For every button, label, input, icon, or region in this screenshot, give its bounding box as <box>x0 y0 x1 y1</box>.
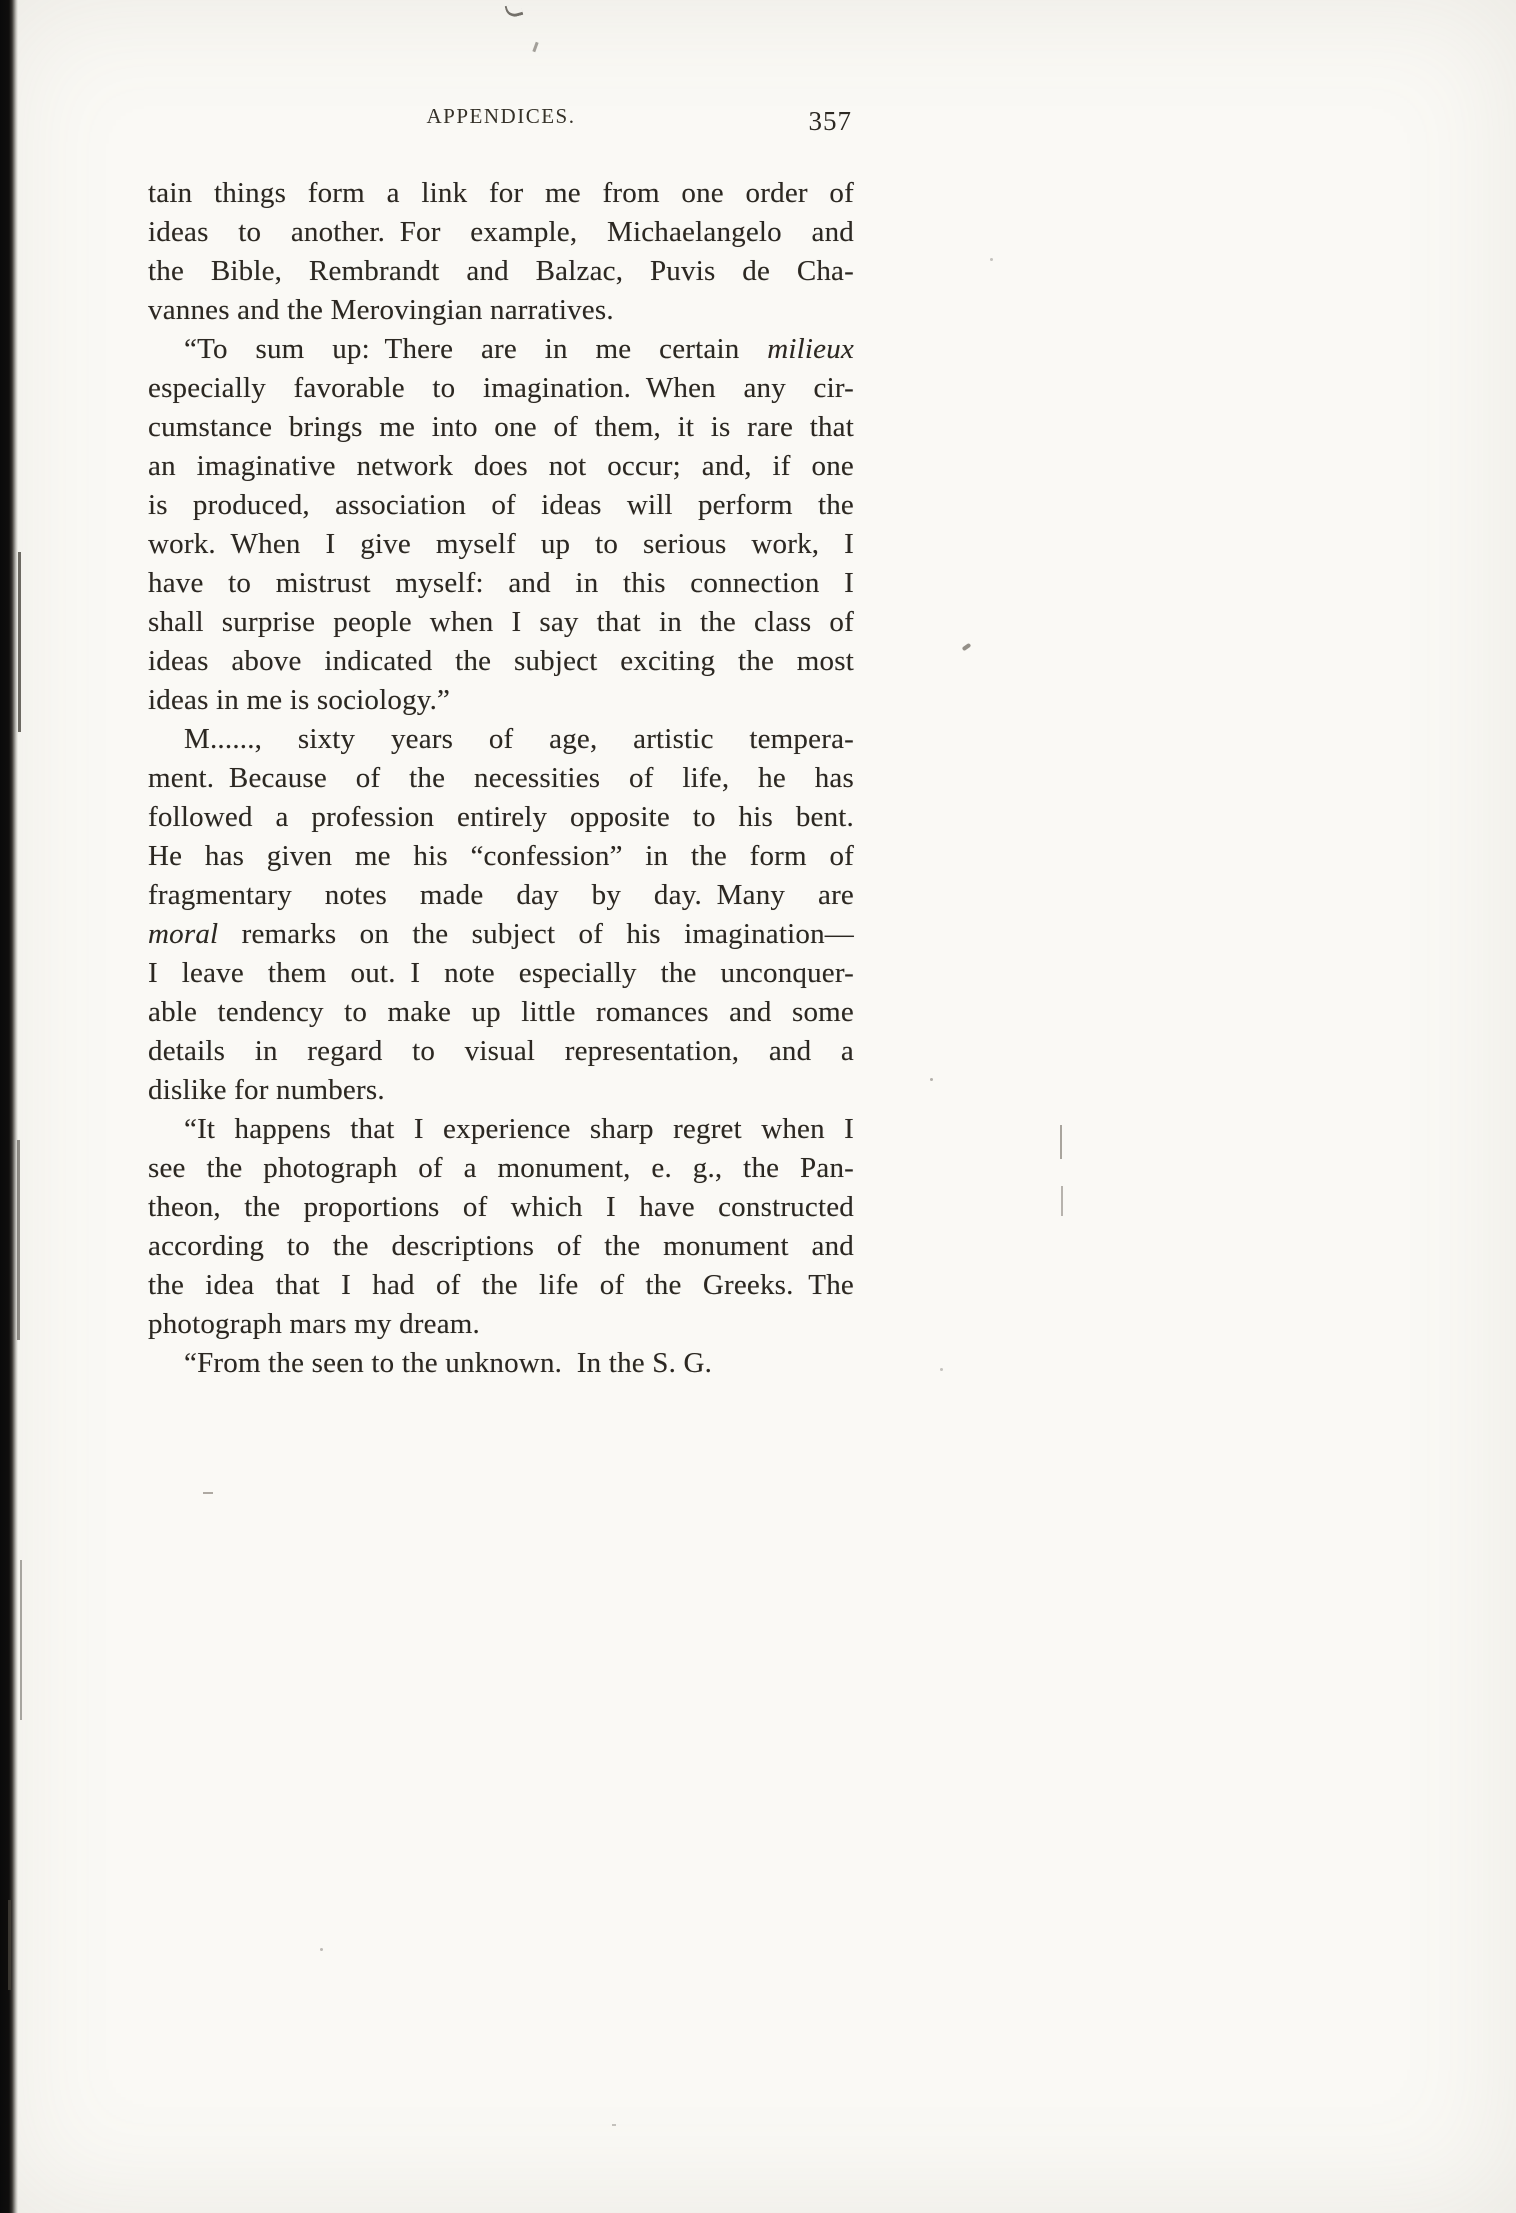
body-text: vannes and the Merovingian narratives. <box>148 294 614 326</box>
text-line <box>148 213 854 252</box>
body-text: according to the descriptions of the monument and <box>148 1230 854 1262</box>
text-line <box>148 642 854 681</box>
text-line <box>148 603 854 642</box>
page-content <box>148 104 854 1383</box>
body-text: tain things form a link for me from one order of <box>148 177 854 209</box>
body-text: especially favorable to imagination. When any cir- <box>148 372 854 404</box>
body-text: dislike for numbers. <box>148 1074 385 1106</box>
scan-artifact <box>990 258 993 261</box>
body-text: I leave them out. I note especially the unconquer- <box>148 957 854 989</box>
text-line <box>148 486 854 525</box>
text-line <box>148 330 854 369</box>
scan-artifact <box>20 1560 22 1720</box>
body-text: shall surprise people when I say that in the class of <box>148 606 854 638</box>
body-text: the Bible, Rembrandt and Balzac, Puvis de Cha- <box>148 255 854 287</box>
text-line <box>148 174 854 213</box>
text-line <box>148 369 854 408</box>
text-line <box>148 1266 854 1305</box>
italic-text: milieux <box>767 333 854 365</box>
scan-artifact <box>17 1140 20 1340</box>
body-text: “To sum up: There are in me certain <box>184 333 768 365</box>
text-line <box>148 876 854 915</box>
body-text: ment. Because of the necessities of life, he has <box>148 762 854 794</box>
text-line <box>148 1344 854 1383</box>
body-text: cumstance brings me into one of them, it is rare that <box>148 411 854 443</box>
text-line <box>148 954 854 993</box>
text-line <box>148 1227 854 1266</box>
scan-artifact <box>940 1368 943 1371</box>
body-text: work. When I give myself up to serious work, I <box>148 528 854 560</box>
text-line <box>148 1149 854 1188</box>
text-line <box>148 993 854 1032</box>
running-head: APPENDICES. <box>426 104 576 128</box>
scan-artifact <box>1061 1186 1063 1216</box>
body-text: the idea that I had of the life of the Greeks. The <box>148 1269 854 1301</box>
text-line <box>148 1110 854 1149</box>
body-text: have to mistrust myself: and in this connection I <box>148 567 854 599</box>
scan-artifact <box>505 2 524 19</box>
body-text: photograph mars my dream. <box>148 1308 480 1340</box>
scan-artifact <box>930 1078 933 1081</box>
body-text: remarks on the subject of his imagination— <box>218 918 854 950</box>
body-text: M......, sixty years of age, artistic tempera- <box>184 723 854 755</box>
scan-artifact <box>1060 1125 1062 1159</box>
italic-text: moral <box>148 918 219 950</box>
text-block <box>148 174 854 1383</box>
page-number: 357 <box>808 106 852 136</box>
text-line <box>148 447 854 486</box>
text-line <box>148 759 854 798</box>
body-text: “It happens that I experience sharp regret when I <box>184 1113 854 1145</box>
text-line <box>148 720 854 759</box>
paragraph <box>148 174 854 330</box>
body-text: see the photograph of a monument, e. g., the Pan- <box>148 1152 854 1184</box>
text-line <box>148 525 854 564</box>
page-header <box>148 104 854 138</box>
body-text: an imaginative network does not occur; and, if one <box>148 450 854 482</box>
scan-artifact <box>18 552 21 732</box>
scan-artifact <box>612 2124 616 2126</box>
text-line <box>148 1305 854 1344</box>
body-text: followed a profession entirely opposite to his bent. <box>148 801 854 833</box>
body-text: fragmentary notes made day by day. Many are <box>148 879 854 911</box>
body-text: He has given me his “confession” in the form of <box>148 840 854 872</box>
book-binding-edge <box>0 0 18 2213</box>
text-line <box>148 291 854 330</box>
paragraph <box>148 330 854 720</box>
body-text: is produced, association of ideas will perform the <box>148 489 854 521</box>
text-line <box>148 798 854 837</box>
paragraph <box>148 720 854 1110</box>
body-text: details in regard to visual representation, and a <box>148 1035 854 1067</box>
text-line <box>148 1188 854 1227</box>
scan-artifact <box>8 1900 11 1990</box>
body-text: ideas in me is sociology.” <box>148 684 451 716</box>
text-line <box>148 1071 854 1110</box>
paragraph <box>148 1110 854 1344</box>
text-line <box>148 252 854 291</box>
text-line <box>148 1032 854 1071</box>
text-line <box>148 564 854 603</box>
body-text: “From the seen to the unknown. In the S. G. <box>184 1347 713 1379</box>
body-text: theon, the proportions of which I have constructed <box>148 1191 854 1223</box>
text-line <box>148 915 854 954</box>
body-text: ideas to another. For example, Michaelangelo and <box>148 216 854 248</box>
body-text: ideas above indicated the subject exciting the most <box>148 645 854 677</box>
text-line <box>148 837 854 876</box>
scan-artifact <box>532 42 538 52</box>
scan-artifact <box>203 1492 213 1494</box>
paragraph <box>148 1344 854 1383</box>
scan-artifact <box>320 1948 323 1951</box>
scan-artifact <box>962 643 972 651</box>
body-text: able tendency to make up little romances and some <box>148 996 854 1028</box>
text-line <box>148 408 854 447</box>
text-line <box>148 681 854 720</box>
